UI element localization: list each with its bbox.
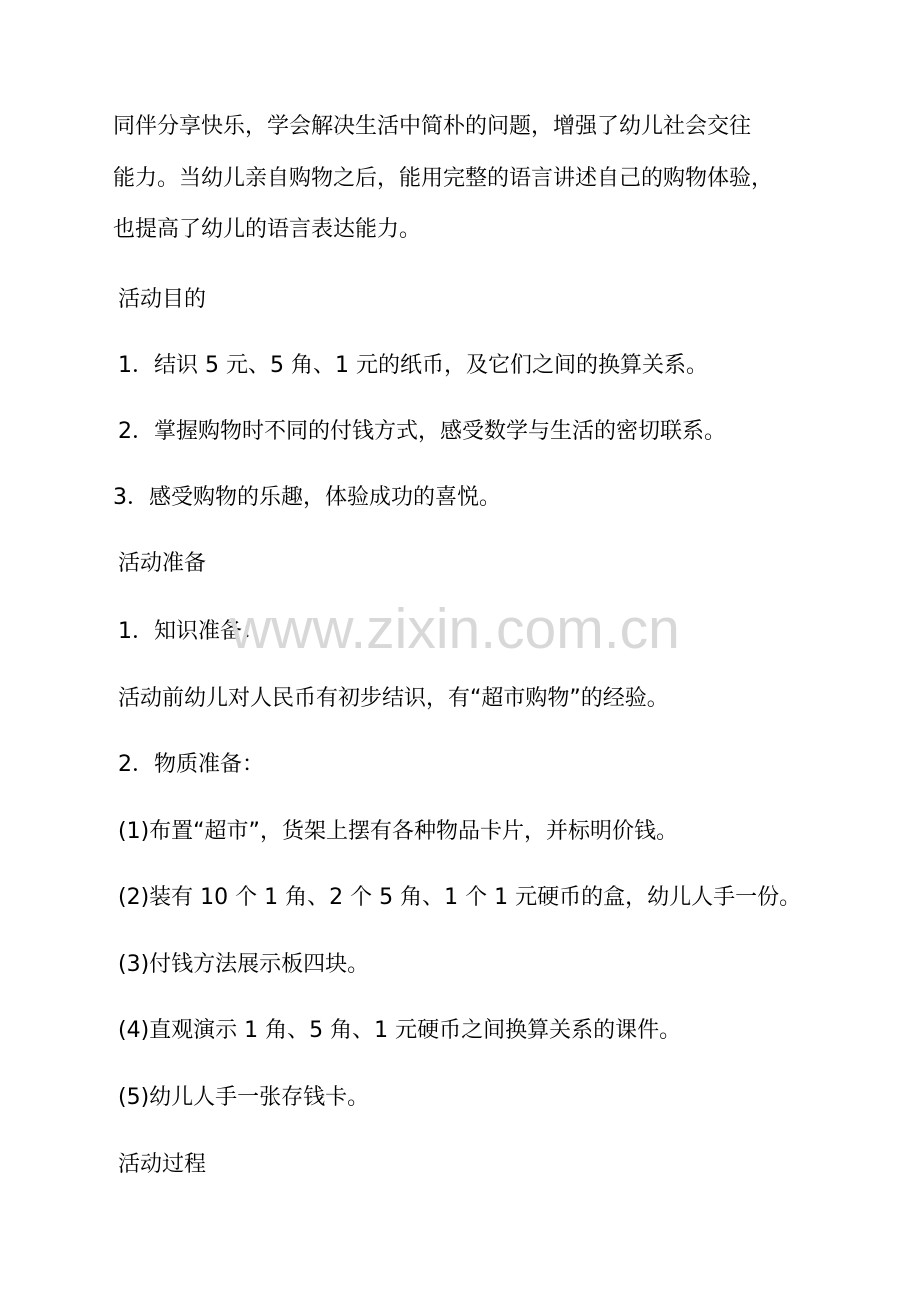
- goals-heading: 活动目的: [118, 287, 207, 312]
- process-heading: 活动过程: [118, 1152, 207, 1177]
- goal-item-3: 3．感受购物的乐趣，体验成功的喜悦。: [113, 485, 501, 510]
- watermark: www.zixin.com.cn: [230, 597, 680, 661]
- paragraph-line-1: 同伴分享快乐，学会解决生活中简朴的问题，增强了幼儿社会交往: [113, 114, 752, 139]
- preparation-heading: 活动准备: [118, 551, 207, 576]
- paragraph-line-2: 能力。当幼儿亲自购物之后，能用完整的语言讲述自己的购物体验，: [113, 166, 774, 191]
- material-item-2: (2)装有 10 个 1 角、2 个 5 角、1 个 1 元硬币的盒，幼儿人手一份。: [118, 885, 802, 910]
- goal-item-2: 2．掌握购物时不同的付钱方式，感受数学与生活的密切联系。: [118, 419, 726, 444]
- material-heading: 2．物质准备：: [118, 752, 264, 777]
- material-item-4: (4)直观演示 1 角、5 角、1 元硬币之间换算关系的课件。: [118, 1018, 682, 1043]
- material-item-3: (3)付钱方法展示板四块。: [118, 952, 370, 977]
- goal-item-1: 1．结识 5 元、5 角、1 元的纸币，及它们之间的换算关系。: [118, 353, 708, 378]
- material-item-1: (1)布置“超市”，货架上摆有各种物品卡片，并标明价钱。: [118, 819, 678, 844]
- knowledge-heading: 1．知识准备：: [118, 619, 264, 644]
- material-item-5: (5)幼儿人手一张存钱卡。: [118, 1085, 370, 1110]
- knowledge-text: 活动前幼儿对人民币有初步结识，有“超市购物”的经验。: [118, 686, 669, 711]
- paragraph-line-3: 也提高了幼儿的语言表达能力。: [113, 217, 422, 242]
